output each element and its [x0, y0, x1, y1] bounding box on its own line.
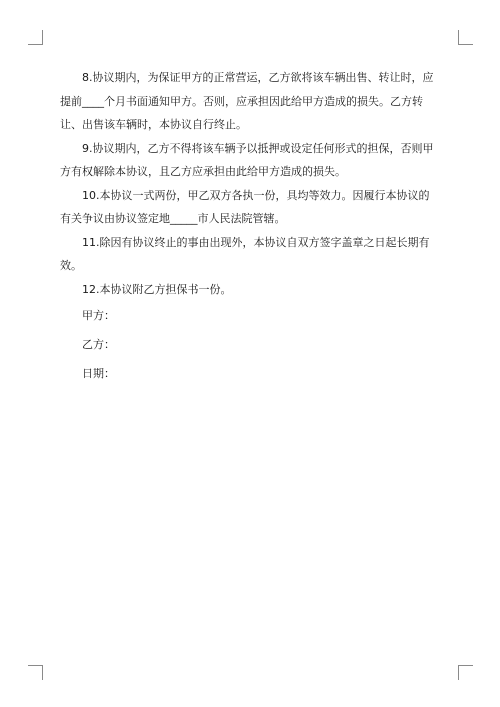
clause-12: 12.本协议附乙方担保书一份。: [82, 282, 232, 296]
crop-mark-top-right: [458, 30, 473, 45]
clause-10: 10.本协议一式两份，甲乙双方各执一份，具均等效力。因履行本协议的有关争议由协议签定地_____市人民法院管辖。: [60, 188, 430, 225]
clause-8: 8.协议期内，为保证甲方的正常营运，乙方欲将该车辆出售、转让时，应提前____个月书面通知甲方。否则，应承担因此给甲方造成的损失。乙方转让、出售该车辆时，本协议自行终止。: [60, 71, 434, 131]
crop-mark-bottom-right: [458, 665, 473, 680]
document-body: [60, 66, 440, 388]
date-line: 日期：: [82, 367, 115, 380]
party-a-signature-line: 甲方：: [82, 309, 115, 322]
crop-mark-top-left: [28, 30, 43, 45]
crop-mark-bottom-left: [28, 665, 43, 680]
clause-9: 9.协议期内，乙方不得将该车辆予以抵押或设定任何形式的担保，否则甲方有权解除本协议，且乙方应承担由此给甲方造成的损失。: [60, 141, 434, 178]
party-b-signature-line: 乙方：: [82, 338, 115, 351]
clause-11: 11.除因有协议终止的事由出现外，本协议自双方签字盖章之日起长期有效。: [60, 235, 430, 272]
